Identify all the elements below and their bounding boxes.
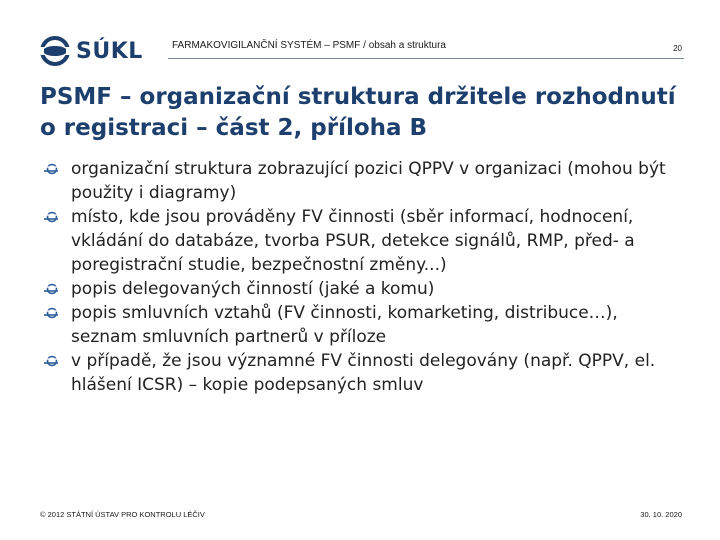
bullet-item bbox=[40, 205, 680, 277]
bullet-list bbox=[40, 157, 680, 397]
bullet-icon bbox=[43, 163, 59, 175]
bullet-text: místo, kde jsou prováděny FV činnosti (sběr informací, hodnocení, vkládání do databáze, tvorba PSUR, detekce signálů, RMP, před- a poregistrační studie, bezpečnostní změny...) bbox=[71, 207, 635, 275]
bullet-icon bbox=[43, 307, 59, 319]
bullet-text: popis delegovaných činností (jaké a komu) bbox=[71, 279, 435, 299]
bullet-text: v případě, že jsou významné FV činnosti delegovány (např. QPPV, el. hlášení ICSR) – kopie podepsaných smluv bbox=[71, 351, 656, 395]
header-divider bbox=[168, 58, 684, 59]
bullet-icon bbox=[43, 355, 59, 367]
bullet-item bbox=[40, 157, 680, 205]
sukl-logo bbox=[38, 34, 156, 68]
bullet-item bbox=[40, 277, 680, 301]
sukl-logo-icon bbox=[38, 36, 72, 66]
bullet-text: popis smluvních vztahů (FV činnosti, komarketing, distribuce…), seznam smluvních partnerů v příloze bbox=[71, 303, 618, 347]
footer-date: 30. 10. 2020 bbox=[640, 510, 682, 519]
slide-title: PSMF – organizační struktura držitele rozhodnutí o registraci – část 2, příloha B bbox=[40, 84, 676, 141]
page-number: 20 bbox=[673, 44, 682, 53]
footer-copyright: © 2012 STÁTNÍ ÚSTAV PRO KONTROLU LÉČIV bbox=[40, 510, 205, 519]
bullet-text: organizační struktura zobrazující pozici QPPV v organizaci (mohou být použity i diagramy) bbox=[71, 159, 666, 203]
header-title: FARMAKOVIGILANČNÍ SYSTÉM – PSMF / obsah a struktura bbox=[172, 40, 446, 51]
bullet-item bbox=[40, 301, 680, 349]
bullet-icon bbox=[43, 211, 59, 223]
bullet-item bbox=[40, 349, 680, 397]
logo-text: SÚKL bbox=[76, 38, 143, 64]
bullet-icon bbox=[43, 283, 59, 295]
